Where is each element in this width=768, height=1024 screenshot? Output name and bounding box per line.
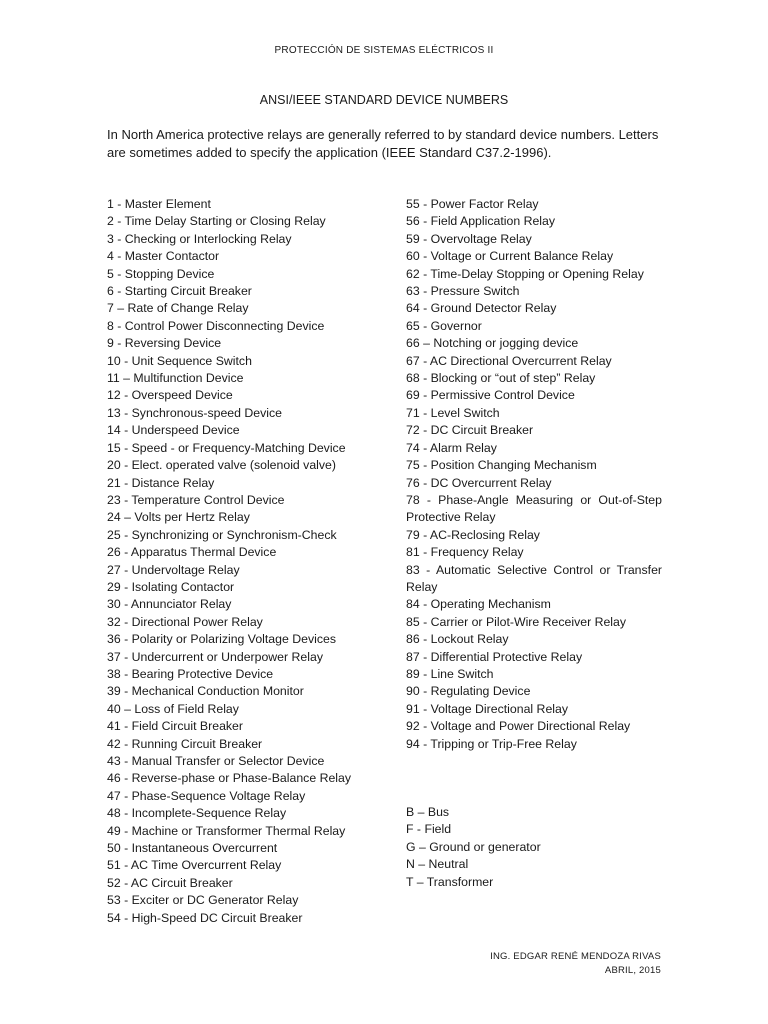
device-list-item: 21 - Distance Relay bbox=[107, 475, 215, 490]
device-list-item: 36 - Polarity or Polarizing Voltage Devices bbox=[107, 632, 336, 647]
device-list-item: 9 - Reversing Device bbox=[107, 336, 222, 351]
device-list-right bbox=[406, 196, 662, 753]
device-list-item: 26 - Apparatus Thermal Device bbox=[107, 545, 277, 560]
device-list-item: 20 - Elect. operated valve (solenoid valve) bbox=[107, 458, 336, 473]
device-list-item: 40 – Loss of Field Relay bbox=[107, 701, 239, 716]
device-list-item: 5 - Stopping Device bbox=[107, 266, 215, 281]
device-list-item: 94 - Tripping or Trip-Free Relay bbox=[406, 736, 577, 751]
suffix-letter-item: N – Neutral bbox=[406, 857, 469, 872]
device-list-item: 59 - Overvoltage Relay bbox=[406, 231, 532, 246]
device-list-item: 46 - Reverse-phase or Phase-Balance Relay bbox=[107, 771, 352, 786]
device-list-item: 30 - Annunciator Relay bbox=[107, 597, 232, 612]
device-list-item: 90 - Regulating Device bbox=[406, 684, 531, 699]
device-list-item: 25 - Synchronizing or Synchronism-Check bbox=[107, 527, 337, 542]
device-list-item: 41 - Field Circuit Breaker bbox=[107, 719, 243, 734]
device-list-item: 7 – Rate of Change Relay bbox=[107, 301, 249, 316]
device-list-item: 4 - Master Contactor bbox=[107, 249, 220, 264]
suffix-letter-item: T – Transformer bbox=[406, 874, 494, 889]
device-list-item: 8 - Control Power Disconnecting Device bbox=[107, 318, 325, 333]
device-list-item: 1 - Master Element bbox=[107, 197, 211, 211]
device-list-item: 63 - Pressure Switch bbox=[406, 284, 520, 299]
device-list-item: 78 - Phase-Angle Measuring or Out-of-Step Protective Relay bbox=[406, 492, 662, 525]
device-list-item: 56 - Field Application Relay bbox=[406, 214, 556, 229]
device-list-item: 74 - Alarm Relay bbox=[406, 440, 497, 455]
device-list-item: 86 - Lockout Relay bbox=[406, 632, 509, 647]
suffix-letters-list bbox=[406, 804, 541, 891]
page-title: ANSI/IEEE STANDARD DEVICE NUMBERS bbox=[259, 93, 509, 107]
device-list-item: 24 – Volts per Hertz Relay bbox=[107, 510, 250, 525]
device-list-item: 47 - Phase-Sequence Voltage Relay bbox=[107, 788, 306, 803]
device-list-item: 32 - Directional Power Relay bbox=[107, 614, 263, 629]
device-list-item: 64 - Ground Detector Relay bbox=[406, 301, 557, 316]
device-list-item: 85 - Carrier or Pilot-Wire Receiver Relay bbox=[406, 614, 627, 629]
device-list-item: 11 – Multifunction Device bbox=[107, 371, 244, 386]
device-list-item: 79 - AC-Reclosing Relay bbox=[406, 527, 540, 542]
device-list-item: 68 - Blocking or “out of step” Relay bbox=[406, 371, 596, 386]
device-list-item: 55 - Power Factor Relay bbox=[406, 197, 539, 211]
device-list-item: 29 - Isolating Contactor bbox=[107, 579, 235, 594]
device-list-item: 10 - Unit Sequence Switch bbox=[107, 353, 252, 368]
device-list-item: 69 - Permissive Control Device bbox=[406, 388, 575, 403]
device-list-item: 54 - High-Speed DC Circuit Breaker bbox=[107, 910, 303, 925]
device-list-item: 92 - Voltage and Power Directional Relay bbox=[406, 719, 631, 734]
device-list-item: 81 - Frequency Relay bbox=[406, 545, 524, 560]
device-list-item: 2 - Time Delay Starting or Closing Relay bbox=[107, 214, 326, 229]
device-list-item: 50 - Instantaneous Overcurrent bbox=[107, 841, 278, 856]
device-list-item: 76 - DC Overcurrent Relay bbox=[406, 475, 552, 490]
suffix-letter-item: B – Bus bbox=[406, 805, 450, 819]
device-list-item: 48 - Incomplete-Sequence Relay bbox=[107, 806, 287, 821]
device-list-item: 43 - Manual Transfer or Selector Device bbox=[107, 754, 325, 768]
intro-paragraph: In North America protective relays are generally referred to by standard device numbers. Letters are sometimes added to specify the application (IEEE Standard C37.2-1996). bbox=[107, 127, 659, 160]
device-list-item: 72 - DC Circuit Breaker bbox=[406, 423, 534, 438]
device-list-item: 89 - Line Switch bbox=[406, 666, 494, 681]
running-header: PROTECCIÓN DE SISTEMAS ELÉCTRICOS II bbox=[274, 45, 494, 56]
footer bbox=[490, 950, 661, 978]
device-list-item: 49 - Machine or Transformer Thermal Relay bbox=[107, 823, 346, 838]
device-list-item: 65 - Governor bbox=[406, 318, 482, 333]
device-list-item: 38 - Bearing Protective Device bbox=[107, 666, 274, 681]
device-list-item: 37 - Undercurrent or Underpower Relay bbox=[107, 649, 323, 664]
device-list-item: 71 - Level Switch bbox=[406, 405, 500, 420]
device-list-item: 42 - Running Circuit Breaker bbox=[107, 736, 263, 751]
footer-date: ABRIL, 2015 bbox=[604, 965, 661, 976]
suffix-letter-item: G – Ground or generator bbox=[406, 839, 541, 854]
device-list-item: 51 - AC Time Overcurrent Relay bbox=[107, 858, 282, 873]
device-list-item: 84 - Operating Mechanism bbox=[406, 597, 551, 612]
device-list-item: 27 - Undervoltage Relay bbox=[107, 562, 240, 577]
device-list-item: 83 - Automatic Selective Control or Transfer Relay bbox=[406, 562, 662, 594]
footer-author: ING. EDGAR RENÉ MENDOZA RIVAS bbox=[490, 951, 661, 962]
device-list-item: 12 - Overspeed Device bbox=[107, 388, 233, 403]
device-list-item: 91 - Voltage Directional Relay bbox=[406, 701, 568, 716]
device-list-item: 13 - Synchronous-speed Device bbox=[107, 405, 282, 420]
device-list-item: 53 - Exciter or DC Generator Relay bbox=[107, 893, 299, 908]
device-list-item: 75 - Position Changing Mechanism bbox=[406, 458, 597, 473]
device-list-left bbox=[107, 196, 387, 927]
device-list-item: 67 - AC Directional Overcurrent Relay bbox=[406, 353, 612, 368]
device-list-item: 15 - Speed - or Frequency-Matching Device bbox=[107, 440, 346, 455]
device-list-item: 87 - Differential Protective Relay bbox=[406, 649, 583, 664]
device-list-item: 6 - Starting Circuit Breaker bbox=[107, 284, 252, 299]
device-list-item: 62 - Time-Delay Stopping or Opening Relay bbox=[406, 266, 644, 281]
device-list-item: 3 - Checking or Interlocking Relay bbox=[107, 231, 292, 246]
device-list-item: 60 - Voltage or Current Balance Relay bbox=[406, 249, 614, 264]
device-list-item: 52 - AC Circuit Breaker bbox=[107, 875, 233, 890]
device-list-item: 23 - Temperature Control Device bbox=[107, 492, 285, 507]
device-list-item: 66 – Notching or jogging device bbox=[406, 336, 579, 351]
suffix-letter-item: F - Field bbox=[406, 822, 452, 837]
device-list-item: 39 - Mechanical Conduction Monitor bbox=[107, 684, 304, 699]
device-list-item: 14 - Underspeed Device bbox=[107, 423, 240, 438]
